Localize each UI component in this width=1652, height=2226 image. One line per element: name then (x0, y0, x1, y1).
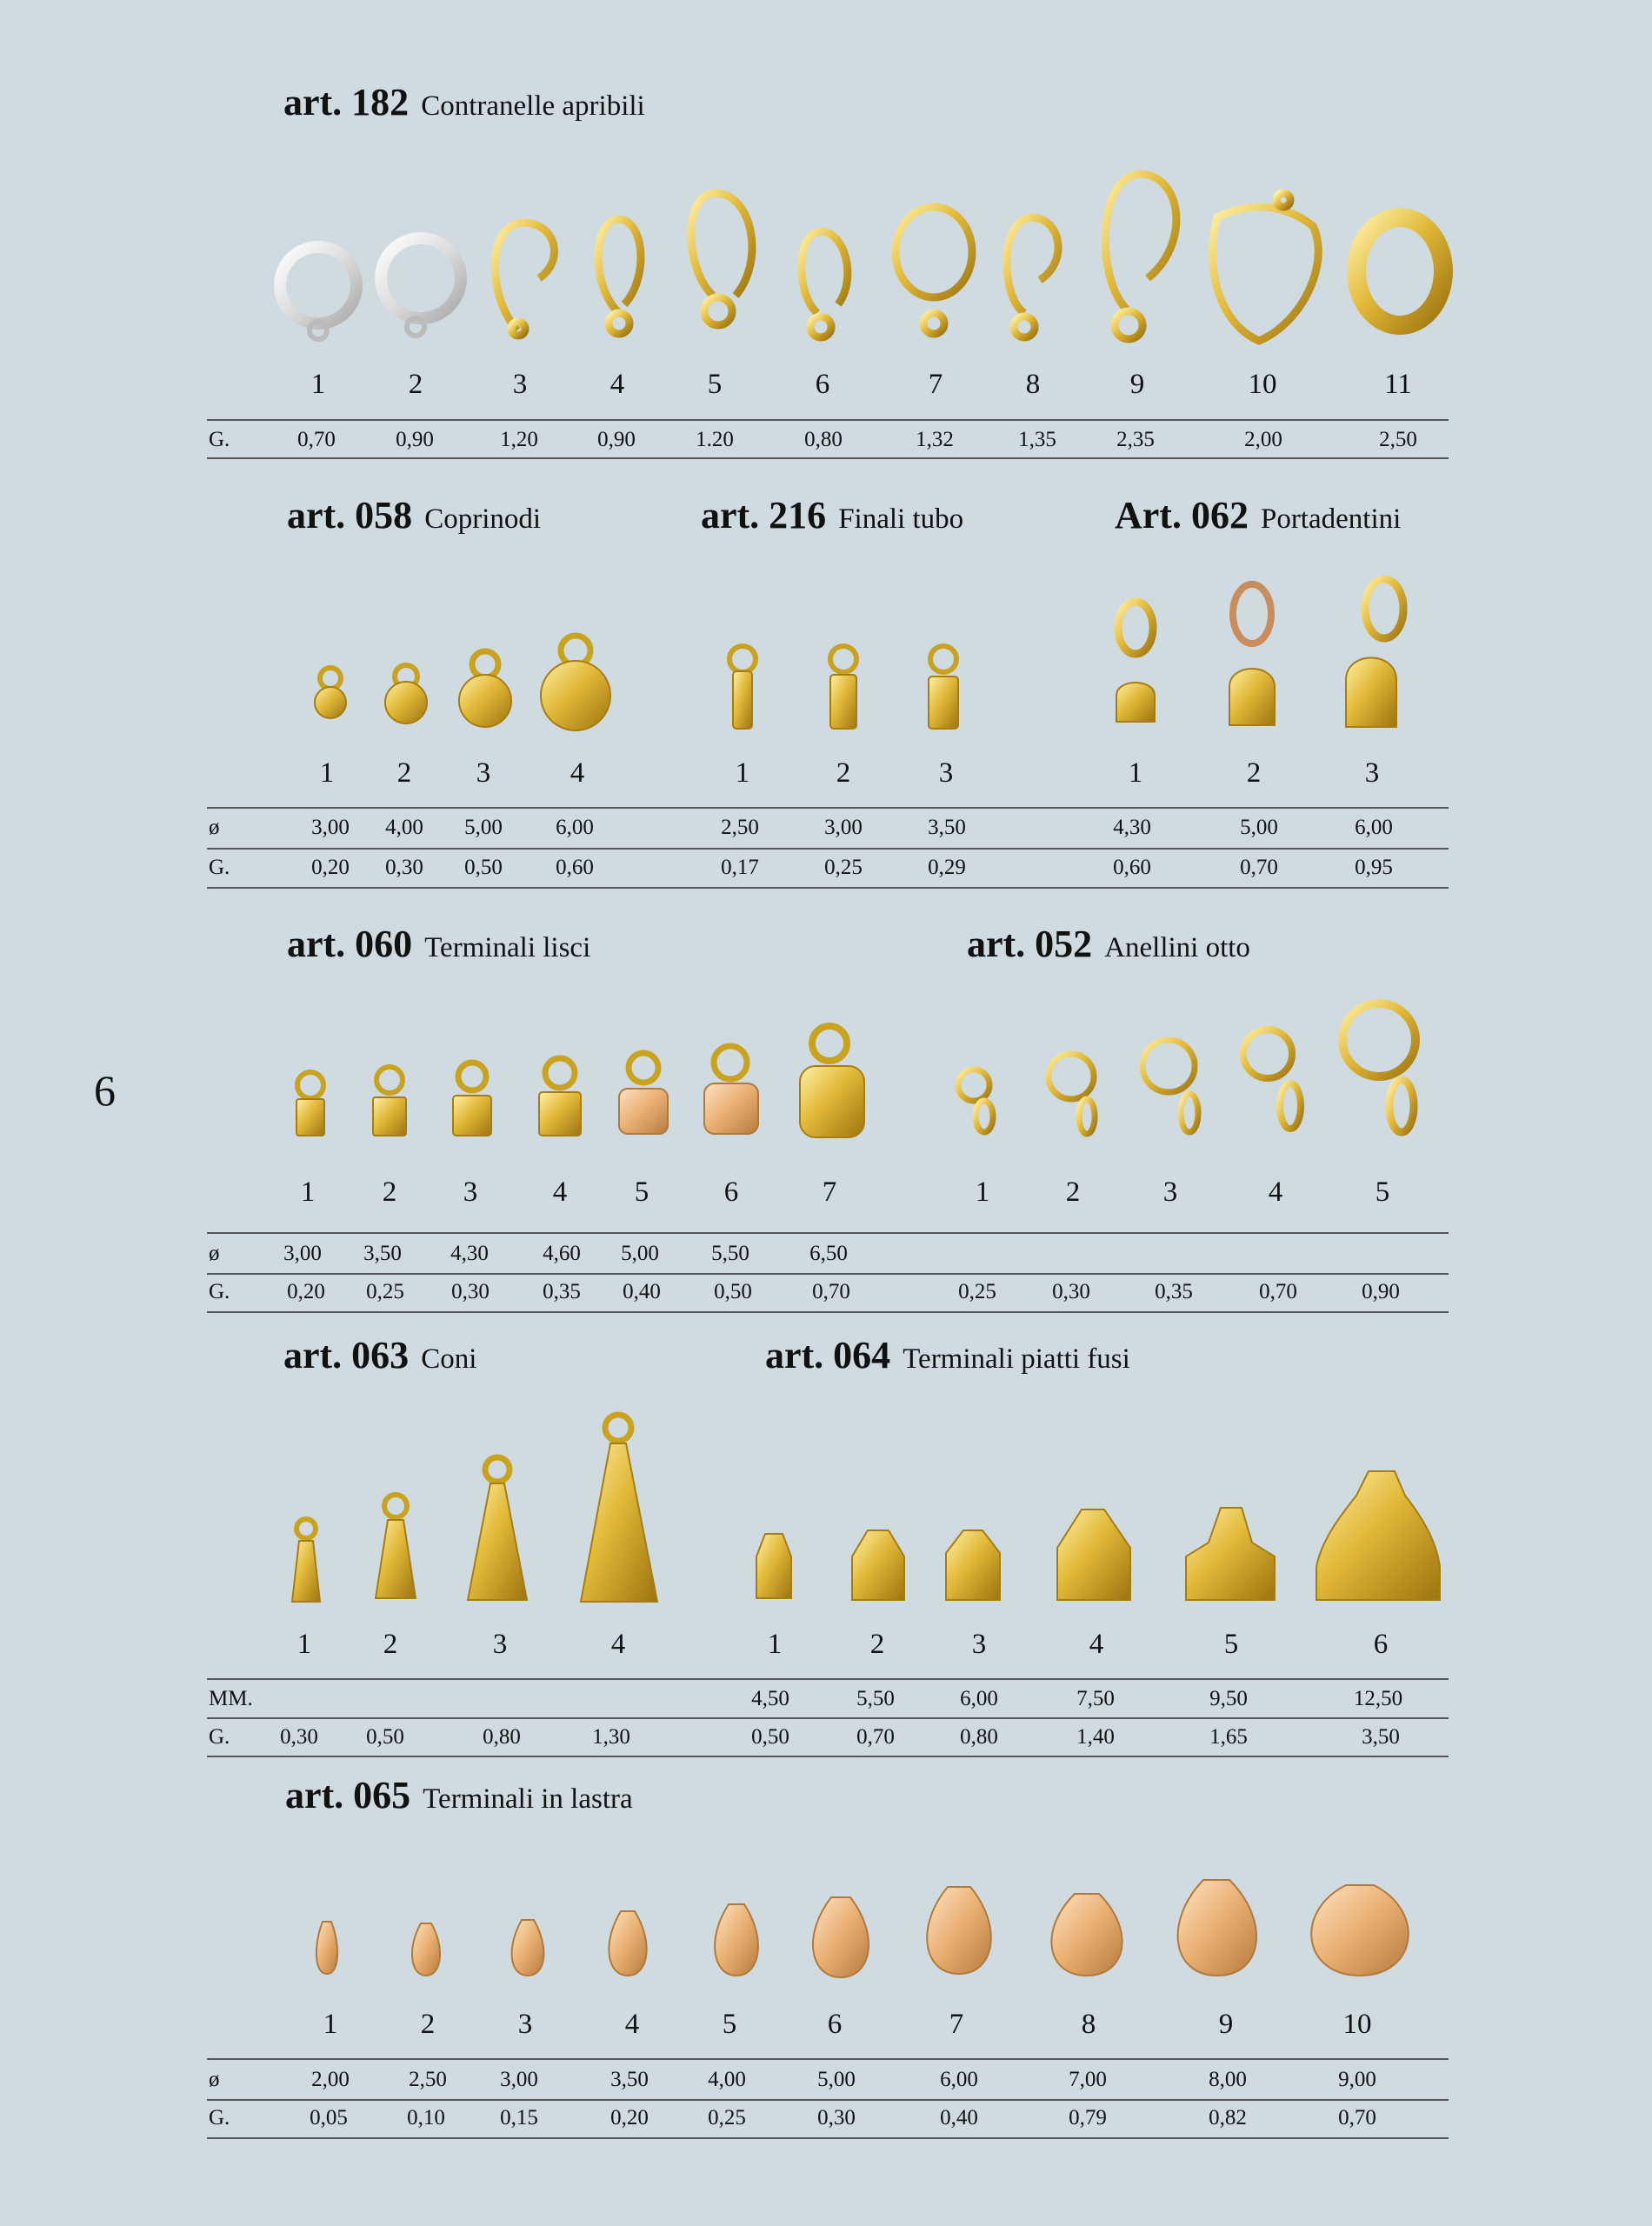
weight-value: 0,60 (1113, 856, 1151, 879)
size-value: 12,50 (1353, 1687, 1403, 1710)
weight-label: G. (209, 856, 230, 879)
diameter-value: 3,00 (824, 816, 863, 839)
rule-line (207, 887, 1449, 889)
section-title-065 (285, 1773, 633, 1817)
item-number: 4 (1089, 1629, 1104, 1660)
item-number: 1 (975, 1176, 990, 1208)
weight-value: 0,95 (1355, 856, 1393, 879)
article-description: Terminali in lastra (423, 1783, 633, 1815)
item-number: 3 (512, 369, 528, 400)
sheet-end-photo-8 (1051, 1894, 1122, 1976)
sheet-end-photo-4 (609, 1911, 646, 1976)
diameter-value: 9,00 (1338, 2068, 1376, 2091)
item-number: 3 (492, 1629, 508, 1660)
section-title-063 (283, 1333, 476, 1377)
weight-value: 0,30 (385, 856, 423, 879)
weight-value: 0,29 (928, 856, 966, 879)
weight-label: G. (209, 1280, 230, 1303)
item-number: 2 (382, 1176, 397, 1208)
clasp-photo-6 (802, 231, 848, 337)
item-number: 2 (869, 1629, 885, 1660)
item-number: 5 (634, 1176, 649, 1208)
smooth-end-photo-5 (619, 1053, 668, 1134)
section-title-062 (1115, 493, 1401, 537)
cone-photo-3 (468, 1457, 527, 1600)
item-number: 3 (517, 2009, 533, 2040)
knot-cover-photo-2 (385, 665, 427, 723)
weight-value: 0,25 (824, 856, 863, 879)
article-code: art. 052 (967, 923, 1093, 965)
weight-value: 0,79 (1069, 2106, 1107, 2129)
item-number: 1 (735, 757, 750, 789)
diameter-value: 4,00 (708, 2068, 746, 2091)
pendant-holder-photo-2 (1229, 584, 1275, 725)
weight-value: 0,70 (1259, 1280, 1297, 1303)
item-number: 9 (1218, 2009, 1234, 2040)
item-number: 2 (836, 757, 851, 789)
item-number: 4 (570, 757, 585, 789)
item-number: 1 (310, 369, 326, 400)
rule-line (207, 1756, 1449, 1757)
rule-line (207, 1311, 1449, 1313)
flat-end-photo-6 (1316, 1471, 1440, 1600)
item-number: 5 (1375, 1176, 1390, 1208)
item-number: 3 (1364, 757, 1380, 789)
diameter-label: ø (209, 1242, 220, 1265)
weight-value: 1,65 (1209, 1725, 1248, 1749)
item-number: 3 (1162, 1176, 1178, 1208)
sheet-end-photo-5 (715, 1904, 758, 1976)
item-number: 2 (1065, 1176, 1081, 1208)
cone-photo-4 (581, 1415, 657, 1602)
clasp-photo-3 (495, 223, 554, 336)
item-number: 2 (396, 757, 412, 789)
weight-value: 0,30 (1052, 1280, 1090, 1303)
clasp-photo-2 (381, 238, 461, 336)
diameter-value: 6,00 (556, 816, 594, 839)
millimeter-label: MM. (209, 1687, 253, 1710)
diameter-value: 5,50 (711, 1242, 749, 1265)
diameter-value: 6,00 (940, 2068, 978, 2091)
diameter-value: 3,50 (610, 2068, 649, 2091)
rule-line (207, 2099, 1449, 2101)
figure-eight-ring-photo-4 (1243, 1030, 1301, 1129)
weight-label: G. (209, 1725, 230, 1749)
size-value: 9,50 (1209, 1687, 1248, 1710)
weight-value: 0,30 (451, 1280, 490, 1303)
weight-value: 0,80 (804, 428, 843, 451)
diameter-value: 4,30 (1113, 816, 1151, 839)
weight-value: 0,35 (1155, 1280, 1193, 1303)
weight-value: 2,50 (1379, 428, 1417, 451)
weight-value: 0,90 (597, 428, 636, 451)
diameter-value: 8,00 (1209, 2068, 1247, 2091)
item-number: 5 (722, 2009, 737, 2040)
diameter-value: 5,00 (817, 2068, 856, 2091)
item-number: 6 (827, 2009, 843, 2040)
smooth-end-photo-6 (704, 1046, 758, 1134)
rule-line (207, 1717, 1449, 1719)
rule-line (207, 457, 1449, 459)
weight-value: 0,82 (1209, 2106, 1247, 2129)
rule-line (207, 419, 1449, 421)
figure-eight-ring-photo-5 (1342, 1003, 1416, 1132)
clasp-photo-5 (691, 193, 752, 325)
item-number: 1 (300, 1176, 316, 1208)
flat-end-photo-4 (1057, 1510, 1130, 1600)
item-number: 10 (1342, 2009, 1372, 2040)
weight-value: 0,30 (280, 1725, 318, 1749)
weight-value: 1,30 (592, 1725, 630, 1749)
weight-value: 1,40 (1076, 1725, 1115, 1749)
weight-value: 0,90 (396, 428, 434, 451)
clasp-photo-9 (1105, 174, 1176, 339)
weight-value: 2,00 (1244, 428, 1282, 451)
weight-value: 1,20 (500, 428, 538, 451)
item-number: 6 (723, 1176, 739, 1208)
weight-value: 0,70 (1338, 2106, 1376, 2129)
article-code: art. 063 (283, 1334, 410, 1376)
weight-label: G. (209, 428, 230, 451)
item-number: 1 (767, 1629, 783, 1660)
diameter-label: ø (209, 2068, 220, 2091)
diameter-label: ø (209, 816, 220, 839)
pendant-holder-photo-1 (1116, 602, 1155, 722)
weight-value: 0,35 (543, 1280, 581, 1303)
smooth-end-photo-3 (453, 1063, 491, 1136)
weight-value: 0,20 (311, 856, 350, 879)
weight-value: 0,05 (310, 2106, 348, 2129)
weight-value: 0,70 (812, 1280, 850, 1303)
article-code: art. 065 (285, 1774, 411, 1816)
item-number: 8 (1025, 369, 1041, 400)
diameter-value: 6,00 (1355, 816, 1393, 839)
diameter-value: 3,50 (363, 1242, 402, 1265)
sheet-end-photo-3 (512, 1920, 544, 1976)
item-number: 5 (707, 369, 723, 400)
weight-value: 0,17 (721, 856, 759, 879)
diameter-value: 4,60 (543, 1242, 581, 1265)
cone-photo-2 (376, 1495, 416, 1598)
weight-value: 0,20 (287, 1280, 325, 1303)
article-description: Terminali lisci (424, 932, 591, 963)
smooth-end-photo-4 (539, 1058, 581, 1136)
pendant-holder-photo-3 (1346, 579, 1403, 727)
tube-end-photo-1 (729, 646, 756, 729)
weight-value: 0,25 (708, 2106, 746, 2129)
figure-eight-ring-photo-3 (1142, 1040, 1198, 1132)
article-code: art. 058 (287, 494, 413, 537)
size-value: 7,50 (1076, 1687, 1115, 1710)
rule-line (207, 2137, 1449, 2139)
weight-value: 0,10 (407, 2106, 445, 2129)
weight-value: 0,80 (960, 1725, 998, 1749)
item-number: 3 (971, 1629, 987, 1660)
rule-line (207, 807, 1449, 809)
item-number: 3 (938, 757, 954, 789)
clasp-photo-10 (1213, 193, 1319, 341)
item-number: 3 (476, 757, 491, 789)
item-number: 7 (822, 1176, 837, 1208)
item-number: 2 (383, 1629, 398, 1660)
section-title-182 (283, 80, 645, 124)
section-title-060 (287, 922, 590, 966)
flat-end-photo-1 (756, 1534, 791, 1598)
article-description: Anellini otto (1104, 932, 1250, 963)
diameter-value: 3,00 (311, 816, 350, 839)
article-code: art. 216 (701, 494, 827, 537)
flat-end-photo-5 (1186, 1508, 1275, 1600)
sheet-end-photo-10 (1311, 1885, 1409, 1976)
weight-value: 0,70 (856, 1725, 895, 1749)
page-number: 6 (94, 1066, 116, 1115)
item-number: 4 (1268, 1176, 1283, 1208)
weight-value: 0,30 (817, 2106, 856, 2129)
item-number: 2 (1246, 757, 1262, 789)
tube-end-photo-3 (929, 646, 958, 729)
sheet-end-photo-7 (927, 1887, 990, 1974)
weight-value: 0,25 (366, 1280, 404, 1303)
article-description: Coprinodi (424, 503, 542, 535)
article-description: Portadentini (1260, 503, 1402, 535)
size-value: 6,00 (960, 1687, 998, 1710)
weight-value: 1,35 (1018, 428, 1056, 451)
item-number: 5 (1223, 1629, 1239, 1660)
item-number: 6 (815, 369, 830, 400)
item-number: 7 (928, 369, 943, 400)
weight-value: 0,80 (483, 1725, 521, 1749)
section-title-052 (967, 922, 1250, 966)
diameter-value: 5,00 (1240, 816, 1278, 839)
item-number: 11 (1384, 369, 1412, 400)
diameter-value: 5,00 (621, 1242, 659, 1265)
diameter-value: 4,30 (450, 1242, 489, 1265)
article-description: Coni (421, 1343, 477, 1375)
weight-value: 2,35 (1116, 428, 1155, 451)
rule-line (207, 1232, 1449, 1234)
cone-photo-1 (292, 1519, 320, 1602)
section-title-058 (287, 493, 541, 537)
article-description: Terminali piatti fusi (903, 1343, 1130, 1375)
diameter-value: 2,00 (311, 2068, 350, 2091)
sheet-end-photo-6 (813, 1897, 869, 1977)
item-number: 1 (323, 2009, 338, 2040)
item-number: 10 (1248, 369, 1277, 400)
item-number: 7 (949, 2009, 964, 2040)
weight-value: 0,40 (623, 1280, 661, 1303)
article-code: art. 064 (765, 1334, 891, 1376)
weight-value: 0,50 (751, 1725, 789, 1749)
rule-line (207, 2058, 1449, 2060)
clasp-photo-11 (1356, 217, 1443, 325)
diameter-value: 2,50 (409, 2068, 447, 2091)
weight-value: 0,15 (500, 2106, 538, 2129)
knot-cover-photo-3 (459, 651, 511, 727)
article-code: Art. 062 (1115, 494, 1249, 537)
weight-value: 3,50 (1362, 1725, 1400, 1749)
item-number: 1 (296, 1629, 312, 1660)
smooth-end-photo-7 (800, 1026, 864, 1137)
diameter-value: 3,00 (500, 2068, 538, 2091)
weight-value: 1,32 (916, 428, 954, 451)
item-number: 4 (610, 369, 625, 400)
clasp-photo-7 (896, 207, 972, 334)
item-number: 4 (552, 1176, 568, 1208)
article-description: Contranelle apribili (421, 90, 645, 122)
weight-value: 1.20 (696, 428, 734, 451)
diameter-value: 2,50 (721, 816, 759, 839)
weight-value: 0,25 (958, 1280, 996, 1303)
figure-eight-ring-photo-1 (958, 1070, 993, 1132)
item-number: 8 (1081, 2009, 1096, 2040)
weight-label: G. (209, 2106, 230, 2129)
weight-value: 0,50 (714, 1280, 752, 1303)
section-title-216 (701, 493, 963, 537)
rule-line (207, 1273, 1449, 1275)
weight-value: 0,90 (1362, 1280, 1400, 1303)
weight-value: 0,40 (940, 2106, 978, 2129)
rule-line (207, 1678, 1449, 1680)
clasp-photo-4 (598, 219, 641, 334)
weight-value: 0,50 (366, 1725, 404, 1749)
diameter-value: 3,50 (928, 816, 966, 839)
size-value: 4,50 (751, 1687, 789, 1710)
article-description: Finali tubo (838, 503, 964, 535)
article-code: art. 182 (283, 81, 410, 123)
weight-value: 0,20 (610, 2106, 649, 2129)
weight-value: 0,50 (464, 856, 503, 879)
sheet-end-photo-9 (1178, 1880, 1256, 1976)
clasp-photo-8 (1007, 217, 1058, 337)
weight-value: 0,70 (1240, 856, 1278, 879)
flat-end-photo-3 (946, 1530, 1000, 1600)
item-number: 4 (624, 2009, 640, 2040)
item-number: 6 (1373, 1629, 1389, 1660)
sheet-end-photo-2 (412, 1923, 440, 1976)
item-number: 2 (408, 369, 423, 400)
weight-value: 0,60 (556, 856, 594, 879)
flat-end-photo-2 (852, 1530, 904, 1600)
diameter-value: 3,00 (283, 1242, 322, 1265)
item-number: 3 (463, 1176, 478, 1208)
item-number: 1 (1128, 757, 1143, 789)
size-value: 5,50 (856, 1687, 895, 1710)
article-code: art. 060 (287, 923, 413, 965)
rule-line (207, 848, 1449, 850)
clasp-photo-1 (280, 247, 356, 339)
item-number: 1 (319, 757, 335, 789)
weight-value: 0,70 (297, 428, 336, 451)
smooth-end-photo-2 (373, 1067, 406, 1136)
diameter-value: 6,50 (809, 1242, 848, 1265)
knot-cover-photo-4 (541, 636, 610, 730)
smooth-end-photo-1 (296, 1072, 324, 1136)
sheet-end-photo-1 (316, 1922, 337, 1974)
knot-cover-photo-1 (315, 668, 346, 718)
item-number: 4 (610, 1629, 626, 1660)
diameter-value: 5,00 (464, 816, 503, 839)
item-number: 9 (1129, 369, 1145, 400)
diameter-value: 7,00 (1069, 2068, 1107, 2091)
figure-eight-ring-photo-2 (1049, 1054, 1095, 1134)
tube-end-photo-2 (830, 646, 856, 729)
diameter-value: 4,00 (385, 816, 423, 839)
section-title-064 (765, 1333, 1130, 1377)
item-number: 2 (420, 2009, 436, 2040)
